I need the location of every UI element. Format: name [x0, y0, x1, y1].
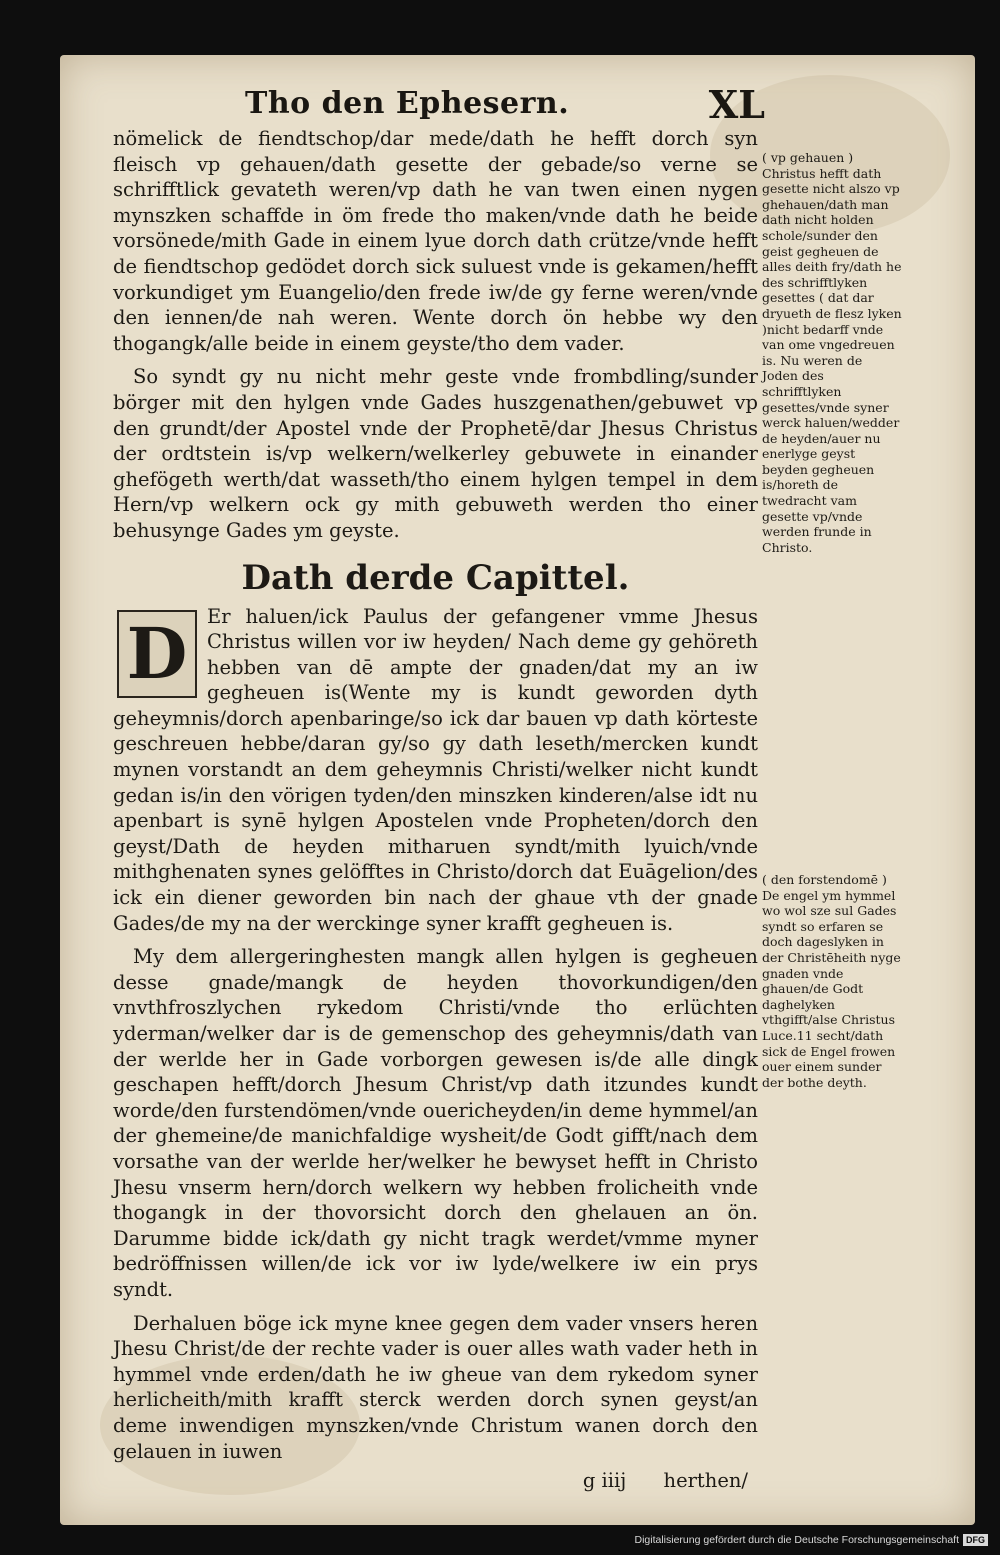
- dfg-logo: DFG: [963, 1534, 988, 1546]
- paragraph: Derhaluen böge ick myne knee gegen dem vader vnsers heren Jhesu Christ/de der rechte vader is ouer alles wath vader heth in hymmel vnde erden/dath he iw gheue van dem rykedom syner herlicheith/mith krafft sterck werden dorch synen geyst/an deme inwendigen mynszken/vnde Christum wanen dorch den gelauen in iuwen: [113, 1311, 758, 1463]
- margin-note: ( vp gehauen ) Christus hefft dath gesette nicht alszo vp ghehauen/dath man dath nicht holden schole/sunder den geist gegheuen de alles deith fry/dath he des schrifftlyken gesettes ( dat dar dryueth de flesz lyken )nicht bedarff vnde van ome vngedreuen is. Nu weren de Joden des schrifftlyken gesettes/vnde syner werck haluen/wedder de heyden/auer nu enerlyge geyst beyden gegheuen is/horeth de twedracht vam gesette vp/vnde werden frunde in Christo.: [762, 150, 902, 555]
- chapter-title: Dath derde Capittel.: [241, 557, 630, 598]
- paragraph: My dem allergeringhesten mangk allen hylgen is gegheuen desse gnade/mangk de heyden thovorkundigen/den vnvthfroszlychen rykedom Christi/vnde tho erlüchten yderman/welker dar is de gemenschop des geheymnis/dath van der werlde her in Gade vorborgen gewesen is/de alle dingk geschapen hefft/dorch Jhesum Christ/vp dath itzundes kundt worde/den furstendömen/vnde ouericheyden/in deme hymmel/an der ghemeine/de manichfaldige wysheit/de Godt gifft/nach dem vorsathe van der werlde her/welker he bewyset hefft in Christo Jhesu vnserm hern/dorch welkern wy hebben frolicheith vnde thogangk in der thovorsicht dorch den ghelauen an ön. Darumme bidde ick/dath gy nicht tragk werdet/vmme myner bedröffnissen willen/de ick vor iw lyde/welkere iw ein prys syndt.: [113, 945, 758, 1301]
- paragraph-with-initial: [113, 604, 758, 937]
- running-head: Tho den Ephesern.: [245, 86, 570, 121]
- paragraph-text: Er haluen/ick Paulus der gefangener vmme Jhesus Christus willen vor iw heyden/ Nach deme gy gehöreth hebben van dē ampte der gnaden/dat my an iw gegheuen is(Wente my is kundt geworden dyth geheymnis/dorch apenbaringe/so ick dar bauen vp dath körteste geschreuen hebbe/daran gy/so gy dath leseth/mercken kundt mynen vorstandt an dem geheymnis Christi/welker nicht kundt gedan is/in den vörigen tyden/den minszken kinderen/alse idt nu apenbart is synē hylgen Apostelen vnde Propheten/dorch den geyst/Dath de heyden mitharuen syndt/mith lyuich/vnde mithghenaten synes gelöfftes in Christo/dorch dat Euāgelion/des ick ein diener geworden bin nach der ghaue vth der gnade Gades/de my na der werckinge syner krafft gegheuen is.: [113, 604, 758, 935]
- signature-mark: g iiij: [582, 1469, 627, 1493]
- catchword: herthen/: [663, 1469, 748, 1493]
- paragraph: nömelick de fiendtschop/dar mede/dath he hefft dorch syn fleisch vp gehauen/dath gesette der gebade/so verne se schrifftlick gevateth weren/vp dath he van twen einen nygen mynszken schaffde in öm frede tho maken/vnde dath he beide vorsönede/mith Gade in einem lyue dorch dath crütze/vnde hefft de fiendtschop gedödet dorch sick suluest vnde is gekamen/hefft vorkundiget ym Euangelio/den frede iw/de gy ferne weren/vnde den iennen/de nah weren. Wente dorch ön hebbe wy den thogangk/alle beide in einem geyste/tho dem vader.: [113, 127, 758, 355]
- page-foot-line: [113, 1468, 758, 1494]
- paragraph: So syndt gy nu nicht mehr geste vnde frombdling/sunder börger mit den hylgen vnde Gades huszgenathen/gebuwet vp den grundt/der Apostel vnde der Prophetē/dar Jhesus Christus der ordtstein is/vp welkern/welkerley gebuwete in einander ghefögeth werth/dat wasseth/tho einem hylgen tempel in dem Hern/vp welkern ock gy mith gebuweth werden tho einer behusynge Gades ym geyste.: [113, 365, 758, 542]
- digitization-credit: [634, 1532, 988, 1548]
- folio-number: XL: [708, 82, 765, 127]
- credit-text: Digitalisierung gefördert durch die Deutsche Forschungsgemeinschaft: [634, 1534, 959, 1546]
- margin-note: ( den forstendomē ) De engel ym hymmel wo wol sze sul Gades syndt so erfaren se doch dageslyken in der Christēheith nyge gnaden vnde ghauen/de Godt daghelyken vthgifft/alse Christus Luce.11 secht/dath sick de Engel frowen ouer einem sunder der bothe deyth.: [762, 872, 901, 1090]
- page-header: [245, 82, 765, 127]
- decorated-initial: D: [117, 610, 197, 698]
- main-text-column: [113, 126, 758, 1494]
